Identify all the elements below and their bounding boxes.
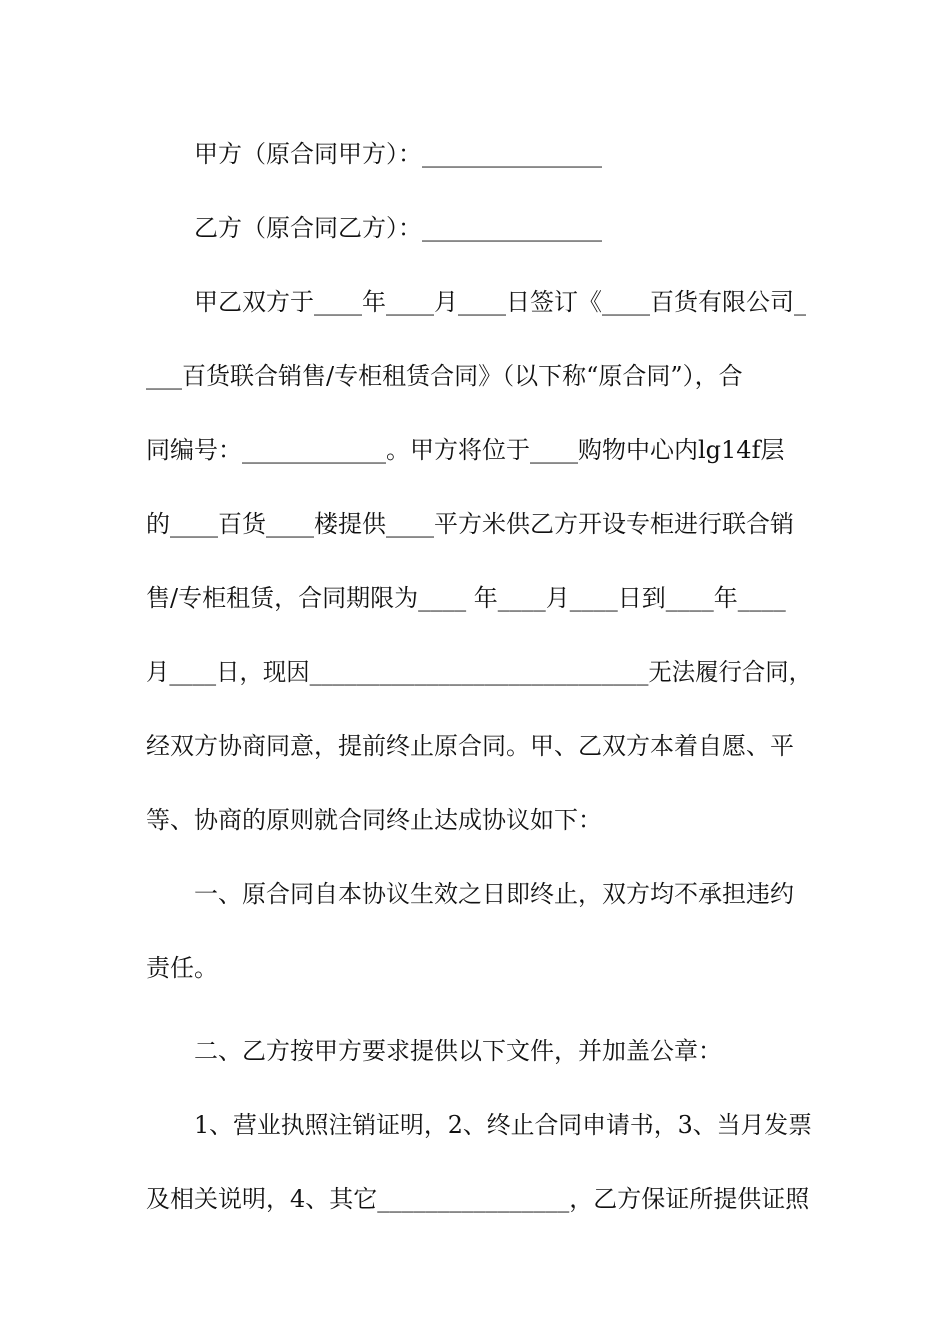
clause-text: 责任。 bbox=[146, 954, 218, 982]
party-b-line bbox=[0, 211, 950, 245]
body-line-2 bbox=[0, 359, 950, 393]
body-line-7 bbox=[0, 729, 950, 763]
body-text: 同编号：____________。甲方将位于____购物中心内lg14f层 bbox=[146, 436, 785, 464]
body-text: 经双方协商同意，提前终止原合同。甲、乙双方本着自愿、平 bbox=[146, 732, 794, 760]
body-line-5 bbox=[0, 581, 950, 615]
body-text: 的____百货____楼提供____平方米供乙方开设专柜进行联合销 bbox=[146, 510, 794, 538]
clause-text: 及相关说明，4、其它________________，乙方保证所提供证照 bbox=[146, 1185, 810, 1213]
clause-text: 二、乙方按甲方要求提供以下文件，并加盖公章： bbox=[194, 1037, 722, 1065]
body-text: 甲乙双方于____年____月____日签订《____百货有限公司_ bbox=[194, 288, 806, 316]
body-line-8 bbox=[0, 803, 950, 837]
clause-2-line-1 bbox=[0, 1034, 950, 1068]
body-line-4 bbox=[0, 507, 950, 541]
body-text: ___百货联合销售/专柜租赁合同》（以下称“原合同”），合 bbox=[146, 362, 743, 390]
clause-2-line-2 bbox=[0, 1108, 950, 1142]
clause-2-line-3 bbox=[0, 1182, 950, 1216]
party-a-line bbox=[0, 137, 950, 171]
party-a-text: 甲方（原合同甲方）：_______________ bbox=[194, 140, 602, 168]
body-line-3 bbox=[0, 433, 950, 467]
clause-text: 一、原合同自本协议生效之日即终止，双方均不承担违约 bbox=[194, 880, 794, 908]
clause-1-line-2 bbox=[0, 951, 950, 985]
body-text: 等、协商的原则就合同终止达成协议如下： bbox=[146, 806, 602, 834]
party-b-text: 乙方（原合同乙方）：_______________ bbox=[194, 214, 602, 242]
body-line-6 bbox=[0, 655, 950, 689]
body-line-1 bbox=[0, 285, 950, 319]
clause-text: 1、营业执照注销证明，2、终止合同申请书，3、当月发票 bbox=[194, 1111, 813, 1139]
clause-1-line-1 bbox=[0, 877, 950, 911]
body-text: 月____日，现因_____________________________无法履行合同， bbox=[146, 658, 813, 686]
body-text: 售/专柜租赁，合同期限为____ 年____月____日到____年____ bbox=[146, 584, 786, 612]
